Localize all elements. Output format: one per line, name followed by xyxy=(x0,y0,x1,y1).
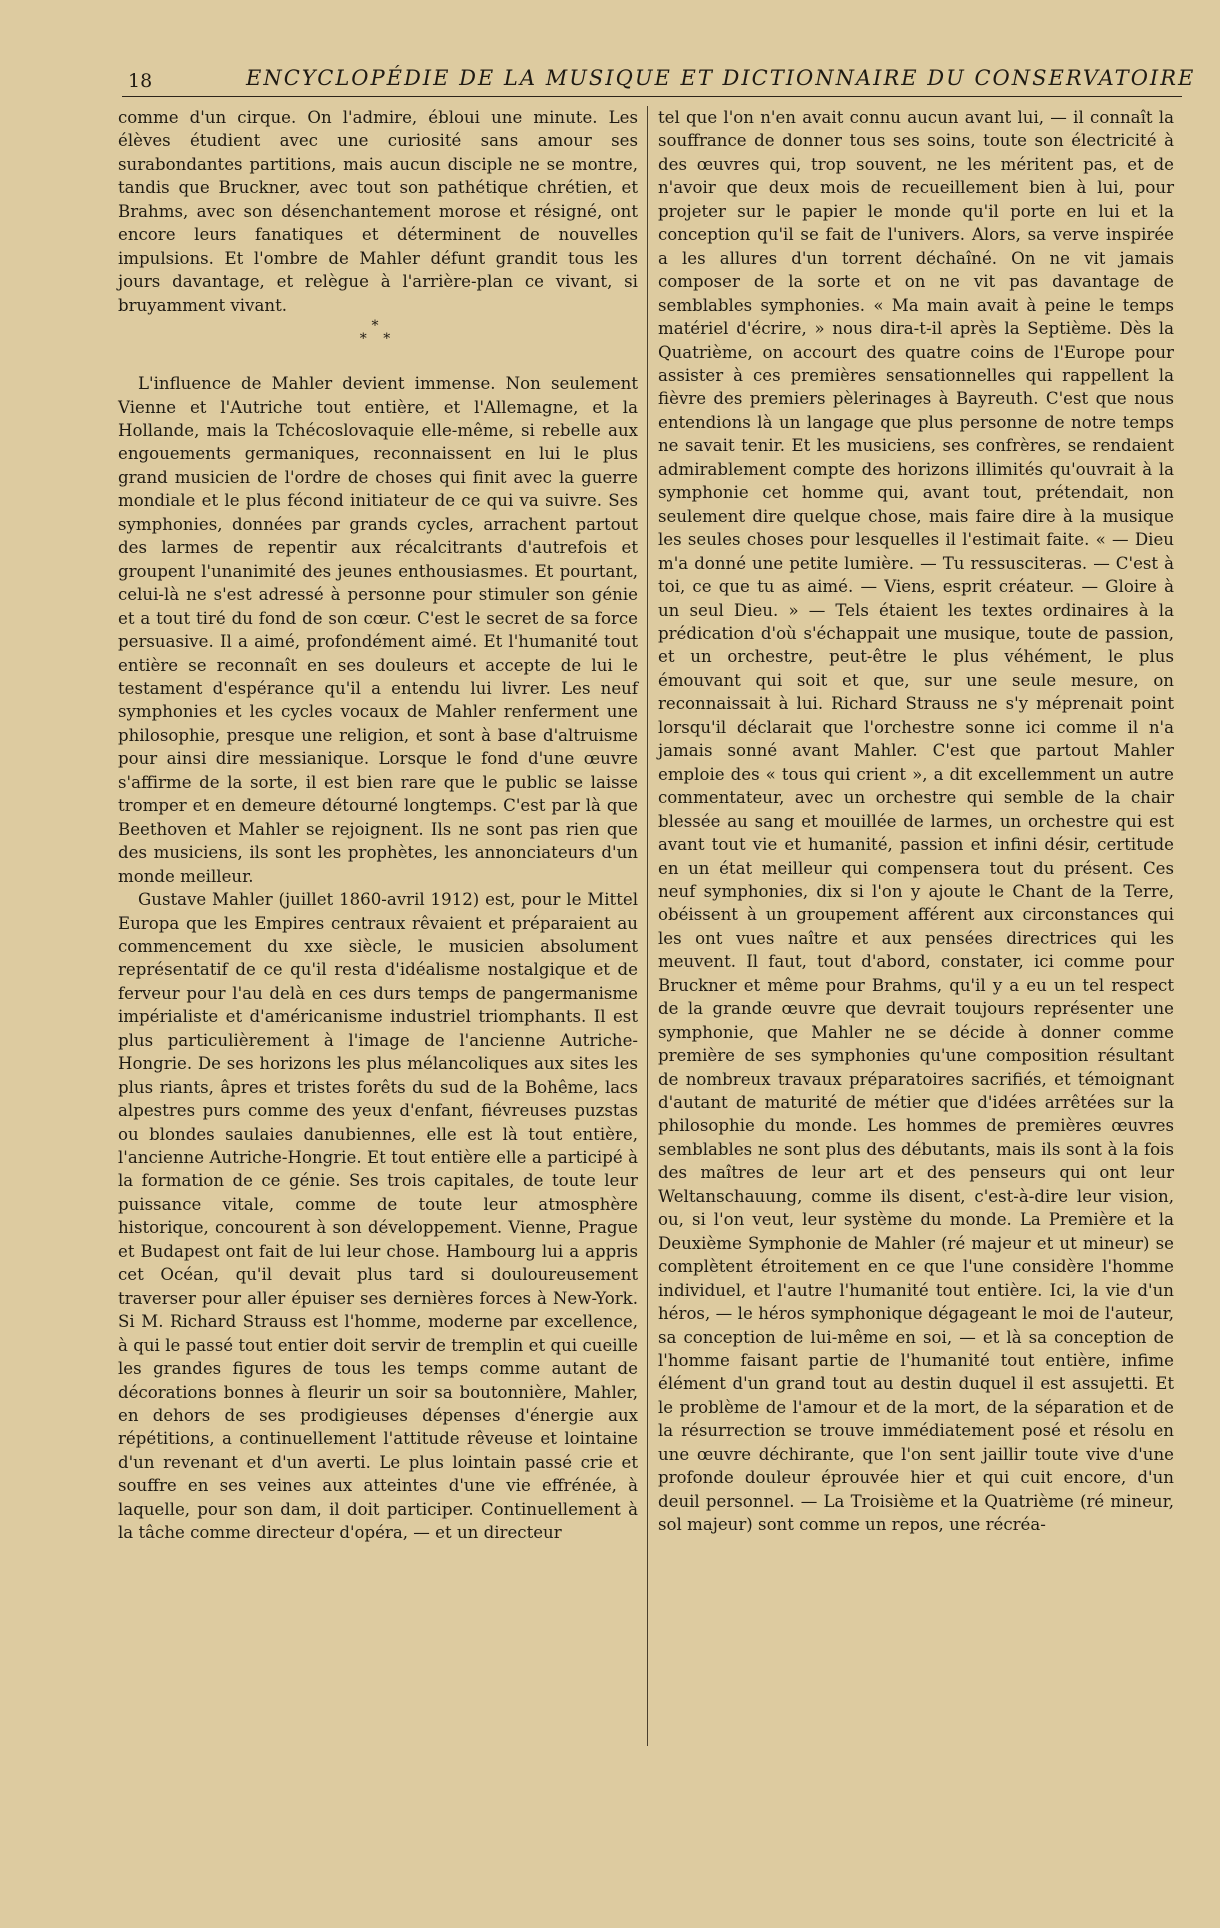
column-divider xyxy=(647,106,648,1746)
right-column xyxy=(658,106,1174,1537)
left-paragraph-3: Gustave Mahler (juillet 1860-avril 1912) est, pour le Mittel Europa que les Empires centraux rêvaient et préparaient au commencement du xxe siècle, le musicien absolument représentatif de ce qu'il resta d'idéalisme nostalgique et de ferveur pour l'au delà en ces durs temps de pangermanisme impérialiste et d'américanisme industriel triomphants. Il est plus particulièrement à l'image de l'ancienne Autriche-Hongrie. De ses horizons les plus mélancoliques aux sites les plus riants, âpres et tristes forêts du sud de la Bohême, lacs alpestres purs comme des yeux d'enfant, fiévreuses puzstas ou blondes saulaies danubiennes, elle est là tout entière, l'ancienne Autriche-Hongrie. Et tout entière elle a participé à la formation de ce génie. Ses trois capitales, de toute leur puissance vitale, comme de toute leur atmosphère historique, concourent à son développement. Vienne, Prague et Budapest ont fait de lui leur chose. Hambourg lui a appris cet Océan, qu'il devait plus tard si douloureusement traverser pour aller épuiser ses dernières forces à New-York. Si M. Richard Strauss est l'homme, moderne par excellence, à qui le passé tout entier doit servir de tremplin et qui cueille les grandes figures de tous les temps comme autant de décorations bonnes à fleurir un soir sa boutonnière, Mahler, en dehors de ses prodigieuses dépenses d'énergie aux répétitions, a continuellement l'attitude rêveuse et lointaine d'un revenant et d'un averti. Le plus lointain passé crie et souffre en ses veines aux atteintes d'une vie effrénée, à laquelle, pour son dam, il doit participer. Continuellement à la tâche comme directeur d'opéra, — et un directeur xyxy=(118,890,638,1543)
page-header xyxy=(122,62,1196,97)
left-column xyxy=(118,106,638,1545)
left-paragraph-2: L'influence de Mahler devient immense. Non seulement Vienne et l'Autriche tout entière, et l'Allemagne, et la Hollande, mais la Tchécoslovaquie elle-même, si rebelle aux engouements germaniques, reconnaissent en lui le plus grand musicien de l'ordre de choses qui finit avec la guerre mondiale et le plus fécond initiateur de ce qui va suivre. Ses symphonies, données par grands cycles, arrachent partout des larmes de repentir aux récalcitrants d'autrefois et groupent l'unanimité des jeunes enthousiasmes. Et pourtant, celui-là ne s'est adressé à personne pour stimuler son génie et a tout tiré du fond de son cœur. C'est le secret de sa force persuasive. Il a aimé, profondément aimé. Et l'humanité tout entière se reconnaît en ses douleurs et accepte de lui le testament d'espérance qu'il a entendu lui livrer. Les neuf symphonies et les cycles vocaux de Mahler renferment une philosophie, presque une religion, et sont à base d'altruisme pour ainsi dire messianique. Lorsque le fond d'une œuvre s'affirme de la sorte, il est bien rare que le public se laisse tromper et en demeure détourné longtemps. C'est par là que Beethoven et Mahler se rejoignent. Ils ne sont pas rien que des musiciens, ils sont les prophètes, les annonciateurs d'un monde meilleur. xyxy=(118,374,638,886)
right-paragraph-1: tel que l'on n'en avait connu aucun avant lui, — il connaît la souffrance de donner tous ses soins, toute son électricité à des œuvres qui, trop souvent, ne les méritent pas, et de n'avoir que deux mois de recueillement bien à lui, pour projeter sur le papier le monde qu'il porte en lui et la conception qu'il se fait de l'univers. Alors, sa verve inspirée a les allures d'un torrent déchaîné. On ne vit jamais composer de la sorte et on ne vit pas davantage de semblables symphonies. « Ma main avait à peine le temps matériel d'écrire, » nous dira-t-il après la Septième. Dès la Quatrième, on accourt des quatre coins de l'Europe pour assister à ces premières sensationnelles qui rappellent la fièvre des premiers pèlerinages à Bayreuth. C'est que nous entendions là un langage que plus personne de notre temps ne savait tenir. Et les musiciens, ses confrères, se rendaient admirablement compte des horizons illimités qu'ouvrait à la symphonie cet homme qui, avant tout, prétendait, non seulement dire quelque chose, mais faire dire à la musique les seules choses pour lesquelles il l'estimait faite. « — Dieu m'a donné une petite lumière. — Tu ressusciteras. — C'est à toi, ce que tu as aimé. — Viens, esprit créateur. — Gloire à un seul Dieu. » — Tels étaient les textes ordinaires à la prédication d'où s'échappait une musique, toute de passion, et un orchestre, peut-être le plus véhément, le plus émouvant qui soit et que, sur une seule mesure, on reconnaissait à lui. Richard Strauss ne s'y méprenait point lorsqu'il déclarait que l'orchestre sonne ici comme il n'a jamais sonné avant Mahler. C'est que partout Mahler emploie des « tous qui crient », a dit excellemment un autre commentateur, avec un orchestre qui semble de la chair blessée au sang et mouillée de larmes, un orchestre qui est avant tout vie et humanité, passion et infini désir, certitude en un état meilleur qui compensera tout du présent. Ces neuf symphonies, dix si l'on y ajoute le Chant de la Terre, obéissent à un groupement afférent aux circonstances qui les ont vues naître et aux pensées directrices qui les meuvent. Il faut, tout d'abord, constater, ici comme pour Bruckner et même pour Brahms, qu'il y a eu un tel respect de la grande œuvre que devrait toujours représenter une symphonie, que Mahler ne se décide à donner comme première de ses symphonies qu'une composition résultant de nombreux travaux préparatoires sacrifiés, et témoignant d'autant de maturité de métier que d'idées arrêtées sur la philosophie du monde. Les hommes de premières œuvres semblables ne sont plus des débutants, mais ils sont à la fois des maîtres de leur art et des penseurs qui ont leur Weltanschauung, comme ils disent, c'est-à-dire leur vision, ou, si l'on veut, leur système du monde. La Première et la Deuxième Symphonie de Mahler (ré majeur et ut mineur) se complètent étroitement en ce que l'une considère l'homme individuel, et l'autre l'humanité tout entière. Ici, la vie d'un héros, — le héros symphonique dégageant le moi de l'auteur, sa conception de lui-même en soi, — et là sa conception de l'homme faisant partie de l'humanité tout entière, infime élément d'un grand tout au destin duquel il est assujetti. Et le problème de l'amour et de la mort, de la séparation et de la résurrection se trouve immédiatement posé et résolu en une œuvre déchirante, que l'on sent jaillir toute vive d'une profonde douleur éprouvée hier et qui cuit encore, d'un deuil personnel. — La Troisième et la Quatrième (ré mineur, sol majeur) sont comme un repos, une récréa- xyxy=(658,108,1174,1535)
running-title: ENCYCLOPÉDIE DE LA MUSIQUE ET DICTIONNAIRE DU CONSERVATOIRE xyxy=(246,66,1196,90)
left-paragraph-1: comme d'un cirque. On l'admire, ébloui une minute. Les élèves étudient avec une curiosité sans amour ses surabondantes partitions, mais aucun disciple ne se montre, tandis que Bruckner, avec tout son pathétique chrétien, et Brahms, avec son désenchantement morose et résigné, ont encore leurs fanatiques et déterminent de nouvelles impulsions. Et l'ombre de Mahler défunt grandit tous les jours davantage, et relègue à l'arrière-plan ce vivant, si bruyamment vivant. xyxy=(118,108,638,315)
asterism: * * * xyxy=(359,318,397,348)
page-number: 18 xyxy=(128,70,153,92)
